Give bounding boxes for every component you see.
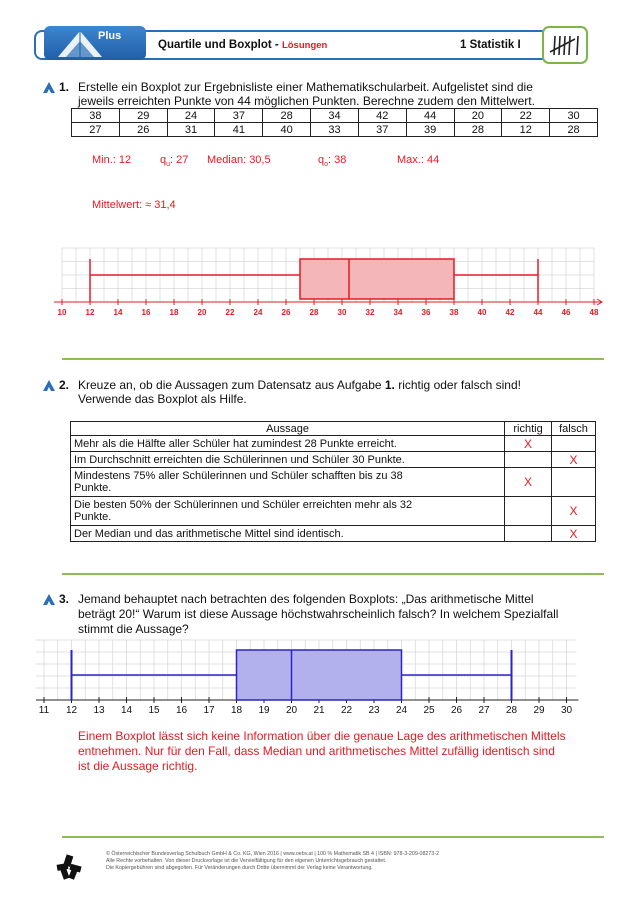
statement-line: Der Median und das arithmetische Mittel sind identisch.: [74, 527, 344, 540]
statement-text: [71, 497, 505, 526]
mark-richtig[interactable]: [505, 452, 552, 468]
q1-number: 1.: [59, 80, 70, 94]
data-cell: 37: [215, 109, 263, 123]
qo-label: q: [318, 154, 325, 166]
data-cell: 28: [263, 109, 311, 123]
qu-value: : 27: [170, 154, 189, 166]
mark-falsch[interactable]: X: [552, 497, 596, 526]
q1-data-table: [71, 108, 598, 137]
q2-text-line1: [78, 378, 521, 393]
q3-number: 3.: [59, 592, 70, 606]
mark-falsch[interactable]: [552, 436, 596, 452]
footer-line: Die Kopiergebühren sind abgegolten. Für Veränderungen durch Dritte übernimmt der Verlag keine Verantwortung.: [106, 865, 373, 871]
table-row: [72, 109, 598, 123]
section-divider: [62, 358, 604, 360]
tally-badge: [542, 26, 588, 64]
tick-label: 26: [281, 308, 291, 317]
stat-max: Max.: 44: [397, 154, 440, 166]
q2-text-part: richtig oder falsch sind!: [394, 378, 521, 392]
tick-label: 12: [85, 308, 95, 317]
table-row: [71, 452, 596, 468]
tick-label: 44: [533, 308, 543, 317]
statement-line: Punkte.: [74, 511, 112, 523]
data-cell: 26: [119, 123, 167, 137]
publisher-logo-icon: [56, 854, 82, 880]
data-cell: 28: [454, 123, 502, 137]
tick-label: 42: [505, 308, 515, 317]
tick-label: 16: [175, 705, 188, 716]
q3-text-line2: beträgt 20!“ Warum ist diese Aussage höchstwahrscheinlich falsch? In welchem Spezialfall: [78, 607, 559, 621]
table-row: [71, 526, 596, 542]
tick-label: 20: [285, 705, 298, 716]
tick-label: 48: [589, 308, 599, 317]
q2-text-part: Kreuze an, ob die Aussagen zum Datensatz aus Aufgabe: [78, 378, 385, 392]
tick-label: 14: [120, 705, 133, 716]
tick-label: 12: [65, 705, 78, 716]
tick-label: 14: [113, 308, 123, 317]
table-row: [71, 497, 596, 526]
data-cell: 39: [406, 123, 454, 137]
col-header-richtig: richtig: [505, 422, 552, 436]
tick-label: 18: [169, 308, 179, 317]
table-row: [71, 468, 596, 497]
tick-label: 28: [309, 308, 319, 317]
title-main: Quartile und Boxplot -: [158, 39, 282, 51]
data-cell: 37: [358, 123, 406, 137]
data-cell: 24: [167, 109, 215, 123]
q3-text-line1: Jemand behauptet nach betrachten des folgenden Boxplots: „Das arithmetische Mittel: [78, 592, 534, 606]
tick-label: 19: [258, 705, 270, 716]
statement-line: Die besten 50% der Schülerinnen und Schüler erreichten mehr als 32: [74, 499, 413, 511]
q1-text-line2: jeweils erreichten Punkte von 44 möglichen Punkten. Berechne zudem den Mittelwert.: [78, 94, 535, 108]
tick-label: 11: [38, 705, 50, 716]
q2-statement-table: [70, 421, 596, 542]
data-cell: 44: [406, 109, 454, 123]
data-cell: 38: [72, 109, 120, 123]
section-divider: [62, 836, 604, 838]
q3-boxplot: [30, 636, 610, 720]
answer-line: ist die Aussage richtig.: [78, 759, 198, 773]
mark-falsch[interactable]: [552, 468, 596, 497]
title-subtitle: Lösungen: [281, 40, 328, 51]
statement-text: [71, 452, 505, 468]
answer-line: entnehmen. Nur für den Fall, dass Median und arithmetisches Mittel zufällig identisch sind: [78, 744, 555, 758]
tick-label: 28: [505, 705, 518, 716]
data-cell: 12: [502, 123, 550, 137]
table-header-row: [71, 422, 596, 436]
tick-label: 36: [421, 308, 431, 317]
tick-label: 38: [449, 308, 459, 317]
tick-label: 34: [393, 308, 403, 317]
data-cell: 31: [167, 123, 215, 137]
data-cell: 30: [550, 109, 598, 123]
tick-label: 27: [478, 705, 490, 716]
statement-text: [71, 436, 505, 452]
tick-label: 13: [93, 705, 105, 716]
tick-label: 22: [340, 705, 353, 716]
tick-label: 15: [148, 705, 160, 716]
tick-label: 24: [395, 705, 408, 716]
statement-line: Mehr als die Hälfte aller Schüler hat zumindest 28 Punkte erreicht.: [74, 437, 397, 450]
qo-value: : 38: [328, 154, 347, 166]
qo-subscript: o: [324, 161, 329, 169]
table-row: [71, 436, 596, 452]
q3-text-line3: stimmt die Aussage?: [78, 622, 189, 636]
iqr-box: [300, 259, 454, 299]
tick-label: 32: [365, 308, 375, 317]
tick-label: 23: [368, 705, 380, 716]
task-level-icon: [42, 592, 56, 606]
tick-label: 10: [57, 308, 67, 317]
tick-label: 26: [450, 705, 463, 716]
stat-median: Median: 30,5: [207, 154, 271, 166]
statement-line: Mindestens 75% aller Schülerinnen und Schüler schafften bis zu 38: [74, 470, 403, 482]
statement-line: Punkte.: [74, 482, 112, 494]
col-header-statement: Aussage: [71, 422, 505, 436]
stat-mean: Mittelwert: ≈ 31,4: [92, 199, 176, 211]
q3-answer: [78, 729, 596, 774]
qu-subscript: u: [166, 161, 171, 169]
data-cell: 41: [215, 123, 263, 137]
table-row: [72, 123, 598, 137]
tick-label: 29: [533, 705, 545, 716]
tick-label: 40: [477, 308, 487, 317]
statement-line: Im Durchschnitt erreichten die Schülerinnen und Schüler 30 Punkte.: [74, 453, 405, 466]
tick-label: 22: [225, 308, 235, 317]
task-level-icon: [42, 378, 56, 392]
task-level-icon: [42, 80, 56, 94]
data-cell: 20: [454, 109, 502, 123]
page-title: [158, 39, 327, 51]
mark-richtig[interactable]: [505, 497, 552, 526]
tick-label: 20: [197, 308, 207, 317]
logo-text: Plus: [98, 30, 122, 42]
stat-min: Min.: 12: [92, 154, 132, 166]
page-header: [34, 26, 594, 64]
data-cell: 29: [119, 109, 167, 123]
tick-label: 30: [560, 705, 573, 716]
tick-label: 17: [203, 705, 215, 716]
data-cell: 28: [550, 123, 598, 137]
tick-label: 25: [423, 705, 435, 716]
answer-line: Einem Boxplot lässt sich keine Information über die genaue Lage des arithmetischen Mittels: [78, 729, 566, 743]
chapter-label: 1 Statistik I: [460, 39, 521, 51]
footer-copyright: [106, 851, 546, 872]
q2-number: 2.: [59, 378, 70, 392]
q1-boxplot: [40, 240, 610, 320]
tick-label: 46: [561, 308, 571, 317]
data-cell: 40: [263, 123, 311, 137]
mark-richtig[interactable]: X: [505, 436, 552, 452]
footer-line: Alle Rechte vorbehalten. Von dieser Druckvorlage ist die Vervielfältigung für den eigenen Unterrichtsgebrauch gestattet.: [106, 858, 387, 864]
data-cell: 22: [502, 109, 550, 123]
tick-label: 21: [313, 705, 325, 716]
statement-text: [71, 526, 505, 542]
tick-label: 16: [141, 308, 151, 317]
qu-label: q: [160, 154, 167, 166]
tick-label: 30: [337, 308, 347, 317]
data-cell: 34: [311, 109, 359, 123]
tick-label: 18: [230, 705, 243, 716]
data-cell: 42: [358, 109, 406, 123]
tick-label: 24: [253, 308, 263, 317]
data-cell: 33: [311, 123, 359, 137]
footer-line: © Österreichischer Bundesverlag Schulbuch GmbH & Co. KG, Wien 2016 | www.oebv.at | 100 % Mathematik SB 4 | ISBN: 978-3-209-08273-2: [106, 851, 439, 857]
q2-text-line2: Verwende das Boxplot als Hilfe.: [78, 392, 247, 406]
col-header-falsch: falsch: [552, 422, 596, 436]
mark-falsch[interactable]: X: [552, 526, 596, 542]
q2-text-ref: 1.: [384, 378, 395, 392]
stat-upper-quartile: [318, 154, 346, 168]
section-divider: [62, 573, 604, 575]
mark-richtig[interactable]: [505, 526, 552, 542]
triangle-logo-icon: [44, 26, 146, 60]
data-cell: 27: [72, 123, 120, 137]
stat-lower-quartile: [160, 154, 188, 168]
q1-text-line1: Erstelle ein Boxplot zur Ergebnisliste einer Mathematikschularbeit. Aufgelistet sind die: [78, 80, 533, 94]
mark-richtig[interactable]: X: [505, 468, 552, 497]
iqr-box: [237, 650, 402, 700]
plus-logo: [44, 26, 146, 60]
mark-falsch[interactable]: X: [552, 452, 596, 468]
tally-marks-icon: [544, 28, 586, 62]
statement-text: [71, 468, 505, 497]
